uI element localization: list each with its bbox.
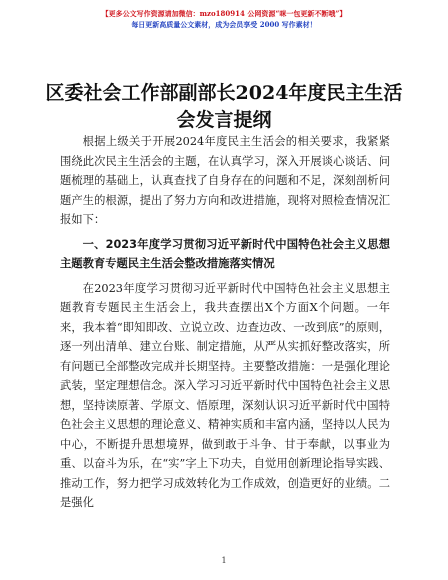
page-number: 1 — [221, 556, 227, 565]
body-paragraph: 在2023年度学习贯彻习近平新时代中国特色社会主义思想主题教育专题民主生活会上，我共查摆出X个方面X个问题。一年来，我本着“即知即改、立说立改、边查边改、一改到底”的原则，逐一列出清单、建立台账、制定措施，从严从实抓好整改落实，所有问题已全部整改完成并长期坚持。主要整改措施：一是强化理论武装，坚定理想信念。深入学习习近平新时代中国特色社会主义思想，坚持读原著、学原文、悟原理，深刻认识习近平新时代中国特色社会主义思想的理论意义、精神实质和丰富内涵，坚持以人民为中心，不断提升思想境界，做到敢于斗争、甘于奉献，以事业为重、以奋斗为乐，在“实”字上下功夫，自觉用创新理论指导实践、推动工作，努力把学习成效转化为工作成效，创造更好的业绩。二是强化 — [60, 281, 390, 509]
document-title: 区委社会工作部副部长2024年度民主生活会发言提纲 — [45, 82, 403, 131]
banner-line-promo: 【更多公文写作资源请加微信：mzo180914 公网资源“咪一包更新不断哦”】 — [101, 9, 347, 18]
intro-paragraph: 根据上级关于开展2024年度民主生活会的相关要求，我紧紧围绕此次民主生活会的主题，在认真学习，深入开展谈心谈话、问题梳理的基础上，认真查找了自身存在的问题和不足，深刻剖析问题产生的根源，提出了努力方向和改进措施，现将对照检查情况汇报如下： — [60, 135, 390, 226]
header-banner — [0, 8, 448, 30]
banner-line-membership: 每日更新高质量公文素材，成为会员享受 2000 写作素材！ — [131, 20, 317, 29]
section-heading: 一、2023年度学习贯彻习近平新时代中国特色社会主义思想主题教育专题民主生活会整改措施落实情况 — [60, 237, 390, 270]
document-body — [60, 132, 390, 513]
